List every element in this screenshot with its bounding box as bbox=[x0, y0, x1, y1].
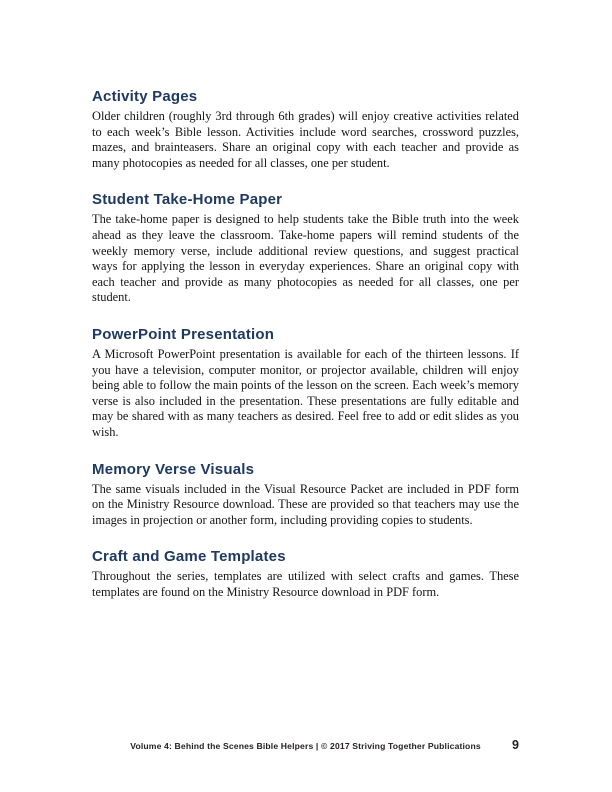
section-body-text: A Microsoft PowerPoint presentation is available for each of the thirteen lessons. If you have a television, computer monitor, or projector available, children will enjoy being able to follow the main points of the lesson on the screen. Each week’s memory verse is also included in the presentation. These presentations are fully editable and may be shared with as many teachers as desired. Feel free to add or edit slides as you wish. bbox=[92, 346, 519, 439]
section-heading: PowerPoint Presentation bbox=[92, 325, 275, 343]
section-heading: Activity Pages bbox=[92, 88, 198, 105]
footer-page-number: 9 bbox=[512, 738, 519, 752]
section-heading: Memory Verse Visuals bbox=[92, 460, 255, 478]
section-heading: Craft and Game Templates bbox=[92, 548, 286, 566]
section-memory-verse-visuals bbox=[92, 461, 519, 529]
page-content bbox=[92, 88, 519, 620]
footer-volume-text: Volume 4: Behind the Scenes Bible Helpers | © 2017 Striving Together Publications bbox=[130, 741, 481, 751]
section-body-text: The take-home paper is designed to help students take the Bible truth into the week ahead as they leave the classroom. Take-home papers will remind students of the weekly memory verse, include additional review questions, and suggest practical ways for applying the lesson in everyday experiences. Share an original copy with each teacher and provide as many photocopies as needed for all classes, one per student. bbox=[92, 212, 519, 305]
section-body-text: The same visuals included in the Visual Resource Packet are included in PDF form on the Ministry Resource download. These are provided so that teachers may use the images in projection or another form, including providing copies to students. bbox=[92, 481, 519, 527]
section-student-take-home-paper bbox=[92, 191, 519, 306]
section-body-text: Throughout the series, templates are utilized with select crafts and games. These templates are found on the Ministry Resource download in PDF form. bbox=[92, 569, 519, 599]
section-powerpoint-presentation bbox=[92, 326, 519, 441]
page-footer bbox=[92, 738, 519, 756]
section-activity-pages bbox=[92, 88, 519, 171]
section-body-text: Older children (roughly 3rd through 6th grades) will enjoy creative activities related to each week’s Bible lesson. Activities include word searches, crossword puzzles, mazes, and brainteasers. Share an original copy with each teacher and provide as many photocopies as needed for all classes, one per student. bbox=[92, 109, 519, 170]
section-heading: Student Take-Home Paper bbox=[92, 191, 283, 209]
section-craft-and-game-templates bbox=[92, 548, 519, 600]
